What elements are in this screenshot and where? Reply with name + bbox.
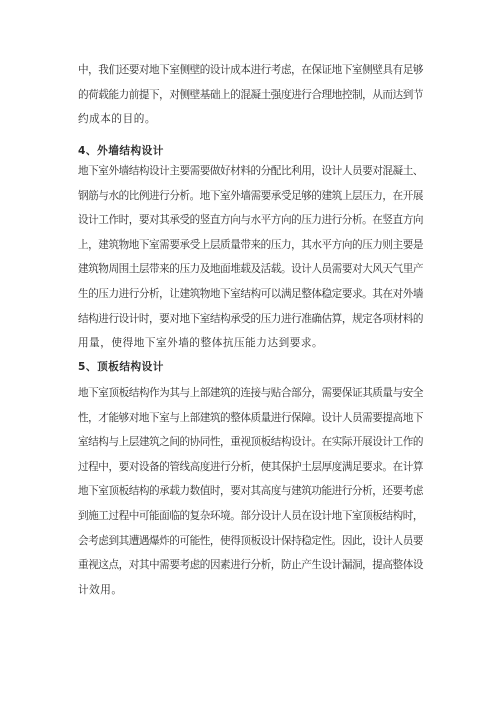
section-5-paragraph (78, 381, 423, 602)
text-line: 的荷载能力前提下，对侧壁基础上的混凝土强度进行合理地控制，从而达到节 (78, 88, 423, 101)
text-line: 会考虑到其遭遇爆炸的可能性，使得顶板设计保持稳定性。因此，设计人员要 (78, 534, 423, 547)
text-line: 生的压力进行分析，让建筑物地下室结构可以满足整体稳定要求。其在对外墙 (78, 287, 423, 300)
text-line: 到施工过程中可能面临的复杂环境。部分设计人员在设计地下室顶板结构时， (78, 509, 423, 522)
text-line: 地下室外墙结构设计主要需要做好材料的分配比利用，设计人员要对混凝土、 (78, 165, 423, 177)
continuation-paragraph (78, 58, 423, 132)
text-line: 约成本的目的。 (78, 113, 157, 126)
section-4-heading-block (78, 141, 423, 161)
paragraph-text (78, 58, 423, 132)
section-4-paragraph (78, 159, 423, 356)
text-line: 地下室顶板结构作为其与上部建筑的连接与贴合部分，需要保证其质量与安全 (78, 387, 423, 399)
section-heading: 4、外墙结构设计 (78, 145, 164, 157)
paragraph-text (78, 159, 423, 356)
text-line: 重视这点，对其中需要考虑的因素进行分析，防止产生设计漏洞，提高整体设 (78, 559, 423, 572)
text-line: 设计工作时，要对其承受的竖直方向与水平方向的压力进行分析。在竖直方向 (78, 214, 423, 227)
text-line: 室结构与上层建筑之间的协同性，重视顶板结构设计。在实际开展设计工作的 (78, 436, 423, 449)
section-5-heading-block (78, 357, 423, 377)
text-line: 性，才能够对地下室与上部建筑的整体质量进行保障。设计人员需要提高地下 (78, 411, 423, 424)
text-line: 计效用。 (78, 583, 123, 596)
text-line: 结构进行设计时，要对地下室结构承受的压力进行准确估算，规定各项材料的 (78, 312, 423, 325)
text-line: 过程中，要对设备的管线高度进行分析，使其保护土层厚度满足要求。在计算 (78, 460, 423, 473)
text-line: 上，建筑物地下室需要承受上层质量带来的压力，其水平方向的压力则主要是 (78, 238, 423, 251)
text-line: 中，我们还要对地下室侧壁的设计成本进行考虑，在保证地下室侧壁具有足够 (78, 64, 423, 76)
text-line: 用量，使得地下室外墙的整体抗压能力达到要求。 (78, 337, 324, 350)
text-line: 地下室顶板结构的承载力数值时，要对其高度与建筑功能进行分析，还要考虑 (78, 485, 423, 498)
text-line: 建筑物周围土层带来的压力及地面堆载及活载。设计人员需要对大风天气里产 (78, 263, 423, 276)
paragraph-text (78, 381, 423, 602)
text-line: 钢筋与水的比例进行分析。地下室外墙需要承受足够的建筑上层压力，在开展 (78, 189, 423, 202)
section-heading: 5、顶板结构设计 (78, 361, 164, 373)
